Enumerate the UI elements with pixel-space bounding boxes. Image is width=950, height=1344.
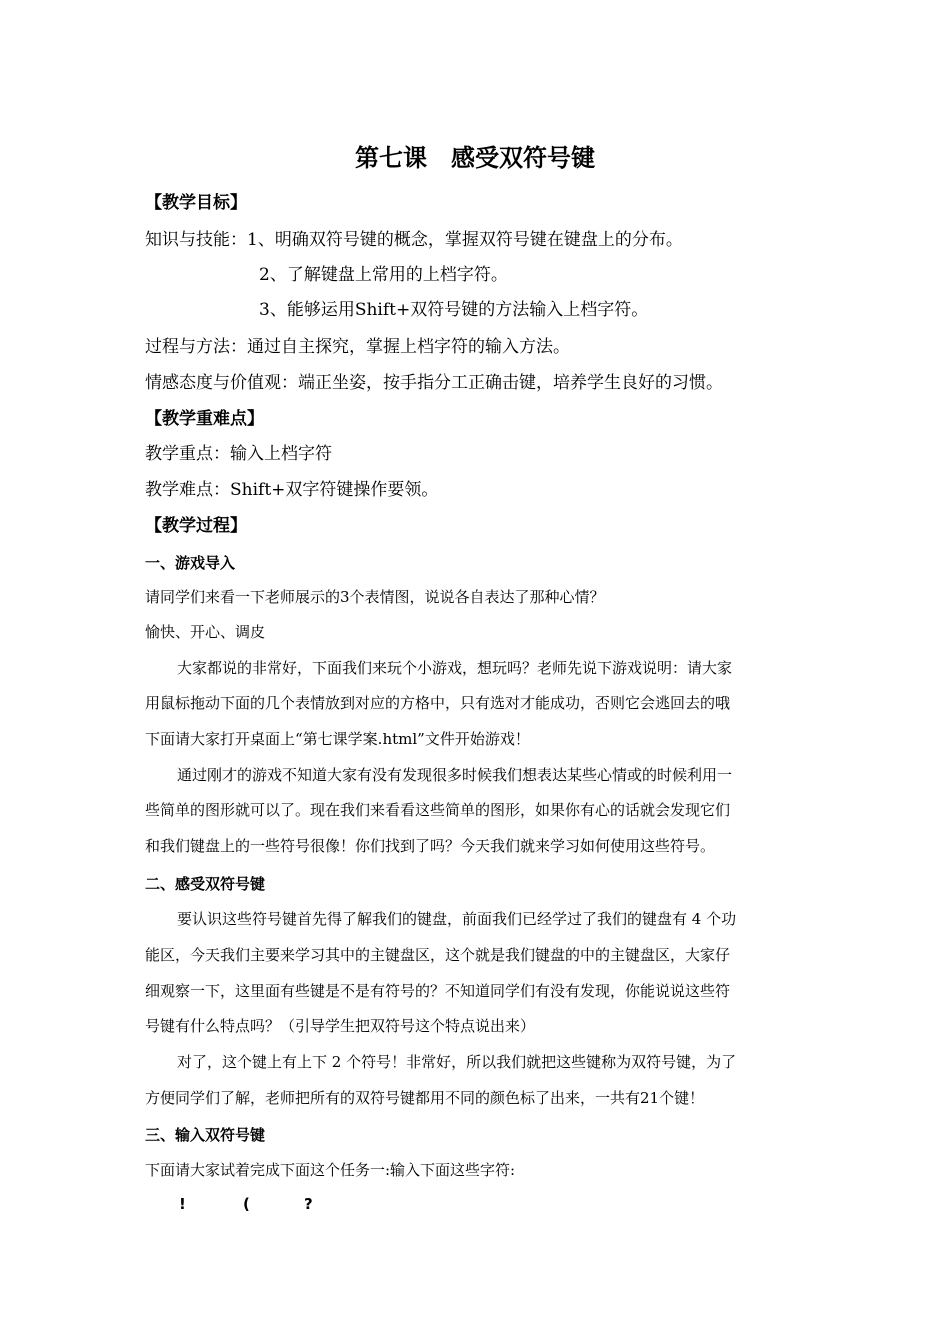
objectives-heading: 【教学目标】 [145, 193, 247, 213]
objective-emotion: 情感态度与价值观：端正坐姿，按手指分工正确击键，培养学生良好的习惯。 [145, 373, 723, 393]
section-3-heading: 三、输入双符号键 [145, 1126, 266, 1144]
section-1-line-2: 愉快、开心、调皮 [145, 623, 266, 641]
symbol-left-parenthesis: ( [243, 1195, 250, 1213]
process-heading: 【教学过程】 [145, 516, 247, 536]
section-2-para-1-line-2: 能区，今天我们主要来学习其中的主键盘区，这个就是我们键盘的中的主键盘区，大家仔 [145, 946, 731, 964]
key-point-difficulty: 教学难点：Shift+双字符键操作要领。 [145, 480, 439, 500]
section-1-para-2-line-2: 些简单的图形就可以了。现在我们来看看这些简单的图形，如果你有心的话就会发现它们 [145, 801, 731, 819]
section-1-para-1-line-3: 下面请大家打开桌面上“第七课学案.html”文件开始游戏！ [145, 730, 530, 748]
section-2-para-1-line-3: 细观察一下，这里面有些键是不是有符号的？不知道同学们有没有发现，你能说说这些符 [145, 982, 731, 1000]
section-3-line-1: 下面请大家试着完成下面这个任务一:输入下面这些字符: [145, 1161, 516, 1179]
objective-knowledge-3: 3、能够运用Shift+双符号键的方法输入上档字符。 [259, 300, 649, 320]
section-2-para-1-line-1: 要认识这些符号键首先得了解我们的键盘，前面我们已经学过了我们的键盘有 4 个功 [177, 910, 737, 928]
key-point-focus: 教学重点：输入上档字符 [145, 444, 332, 464]
section-1-para-2-line-3: 和我们键盘上的一些符号很像！你们找到了吗？今天我们就来学习如何使用这些符号。 [145, 837, 716, 855]
objective-knowledge-1: 知识与技能：1、明确双符号键的概念，掌握双符号键在键盘上的分布。 [145, 230, 683, 250]
section-1-para-1-line-2: 用鼠标拖动下面的几个表情放到对应的方格中，只有选对才能成功，否则它会逃回去的哦 [145, 694, 731, 712]
section-1-para-1-line-1: 大家都说的非常好，下面我们来玩个小游戏，想玩吗？老师先说下游戏说明：请大家 [177, 659, 733, 677]
objective-knowledge-2: 2、了解键盘上常用的上档字符。 [259, 265, 508, 285]
section-1-heading: 一、游戏导入 [145, 554, 236, 572]
objective-process: 过程与方法：通过自主探究，掌握上档字符的输入方法。 [145, 337, 570, 357]
section-1-line-1: 请同学们来看一下老师展示的3个表情图，说说各自表达了那种心情？ [145, 588, 605, 606]
lesson-title: 第七课 感受双符号键 [355, 144, 595, 172]
section-2-para-2-line-1: 对了，这个键上有上下 2 个符号！非常好，所以我们就把这些键称为双符号键，为了 [177, 1053, 737, 1071]
symbol-exclamation: ! [179, 1195, 186, 1213]
key-points-heading: 【教学重难点】 [145, 409, 264, 429]
section-1-para-2-line-1: 通过刚才的游戏不知道大家有没有发现很多时候我们想表达某些心情或的时候利用一 [177, 766, 733, 784]
section-2-heading: 二、感受双符号键 [145, 875, 266, 893]
section-2-para-2-line-2: 方便同学们了解，老师把所有的双符号键都用不同的颜色标了出来，一共有21个键！ [145, 1089, 705, 1107]
symbol-question-mark: ? [304, 1195, 313, 1213]
section-2-para-1-line-4: 号键有什么特点吗？（引导学生把双符号这个特点说出来） [145, 1017, 536, 1035]
